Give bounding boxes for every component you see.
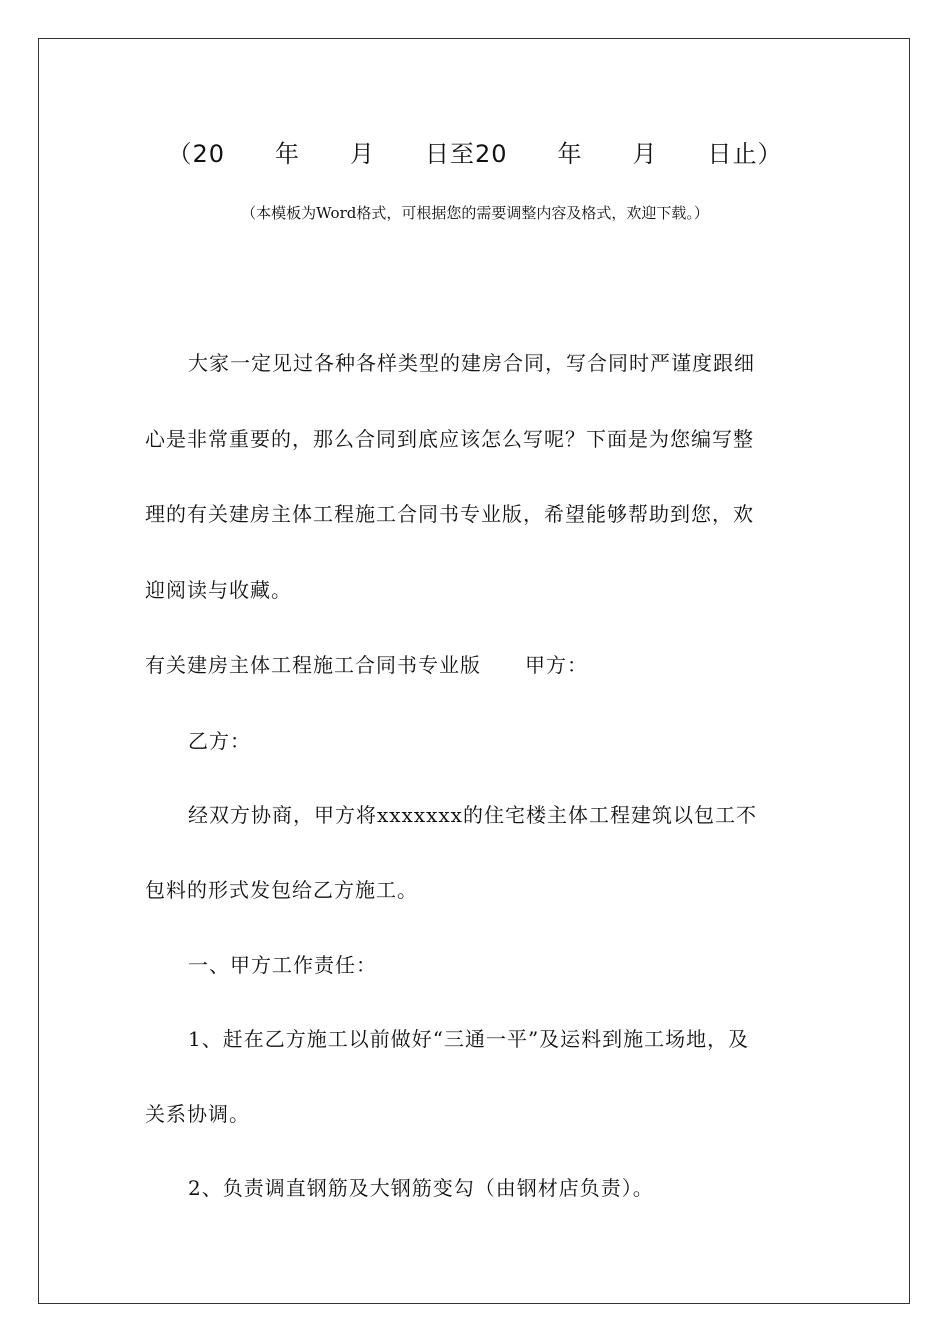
item-1-line-2: 关系协调。 <box>145 1102 250 1126</box>
party-b-label: 乙方： <box>188 729 251 753</box>
contract-title-line <box>145 649 588 678</box>
date-line: （20 年 月 日至20 年 月 日止） <box>167 140 783 168</box>
agreement-line-2: 包料的形式发包给乙方施工。 <box>145 878 418 902</box>
item-1-line-1: 1、赶在乙方施工以前做好“三通一平”及运料到施工场地，及 <box>188 1027 750 1051</box>
intro-line-4: 迎阅读与收藏。 <box>145 578 292 602</box>
item-2: 2、负责调直钢筋及大钢筋变勾（由钢材店负责）。 <box>188 1176 654 1200</box>
intro-line-1: 大家一定见过各种各样类型的建房合同，写合同时严谨度跟细 <box>188 351 755 375</box>
section-1-heading: 一、甲方工作责任： <box>188 953 377 977</box>
agreement-line-1: 经双方协商，甲方将xxxxxxx的住宅楼主体工程建筑以包工不 <box>188 803 757 827</box>
intro-line-2: 心是非常重要的，那么合同到底应该怎么写呢？下面是为您编写整 <box>145 427 754 451</box>
template-note: （本模板为Word格式，可根据您的需要调整内容及格式，欢迎下载。） <box>241 204 709 222</box>
contract-title: 有关建房主体工程施工合同书专业版 <box>145 653 481 677</box>
party-a-label: 甲方： <box>525 653 588 677</box>
intro-line-3: 理的有关建房主体工程施工合同书专业版，希望能够帮助到您，欢 <box>145 502 754 526</box>
